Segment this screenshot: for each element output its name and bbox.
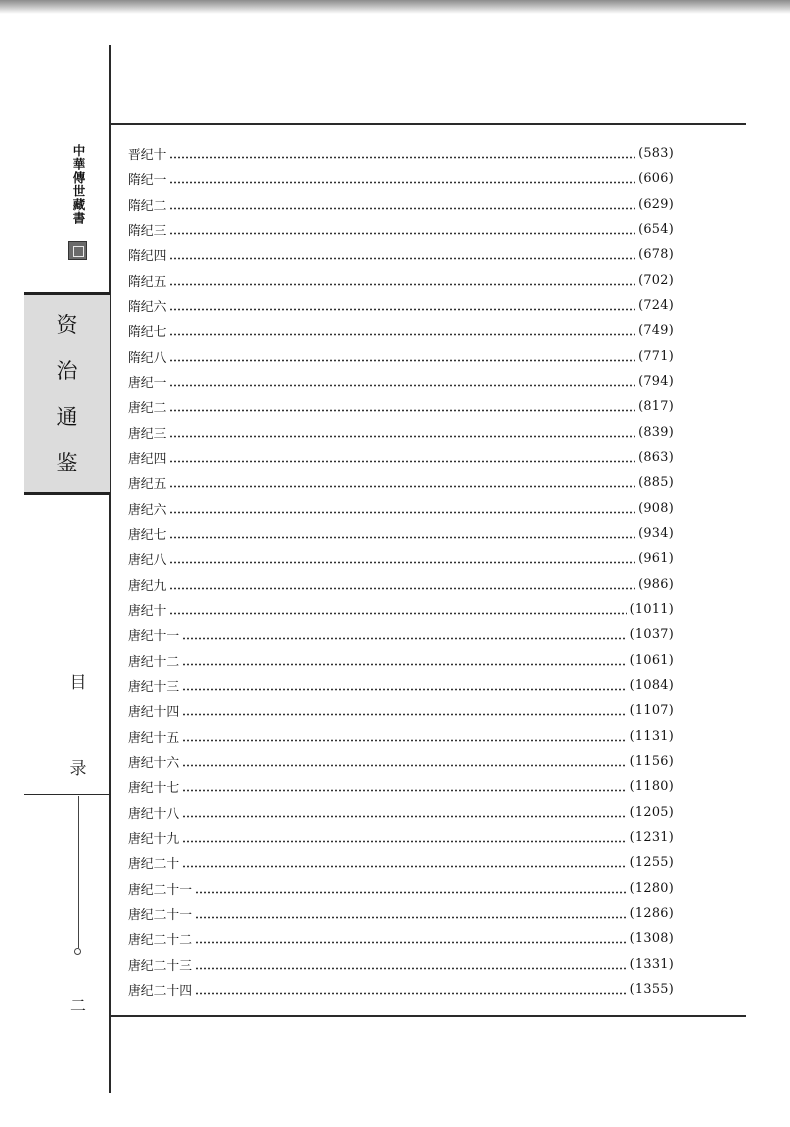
book-title-char: 治 [56, 359, 78, 383]
book-title-char: 资 [56, 313, 78, 337]
toc-leader-dots [169, 350, 635, 363]
toc-entry[interactable] [128, 445, 674, 470]
footer-rule [110, 1015, 746, 1017]
toc-leader-dots [182, 755, 626, 768]
side-thread-circle [74, 948, 81, 955]
toc-entry-page: (606) [638, 171, 674, 187]
toc-entry[interactable] [128, 318, 674, 343]
toc-entry[interactable] [128, 673, 674, 698]
toc-leader-dots [169, 198, 635, 211]
toc-entry-page: (1037) [629, 627, 674, 643]
toc-leader-dots [169, 375, 635, 388]
book-title-char: 通 [56, 405, 78, 429]
toc-entry-title: 唐纪十 [128, 604, 167, 620]
toc-entry-title: 隋纪八 [128, 350, 167, 366]
toc-entry-title: 唐纪二十四 [128, 983, 192, 999]
toc-entry[interactable] [128, 800, 674, 825]
toc-entry-page: (1280) [629, 880, 674, 896]
toc-entry-title: 唐纪十四 [128, 705, 180, 721]
toc-entry-page: (1084) [629, 678, 674, 694]
toc-entry-title: 唐纪三 [128, 426, 167, 442]
toc-entry-page: (1180) [629, 779, 674, 795]
toc-entry-title: 隋纪二 [128, 198, 167, 214]
scan-top-shadow [0, 0, 790, 14]
toc-leader-dots [182, 628, 626, 641]
book-title-box [24, 292, 110, 495]
toc-entry[interactable] [128, 698, 674, 723]
toc-entry-title: 唐纪十二 [128, 654, 180, 670]
toc-leader-dots [169, 603, 626, 616]
toc-leader-dots [195, 958, 627, 971]
toc-leader-dots [182, 704, 626, 717]
toc-entry-title: 唐纪九 [128, 578, 167, 594]
toc-entry[interactable] [128, 724, 674, 749]
toc-entry-page: (1331) [629, 956, 674, 972]
toc-entry-title: 唐纪二 [128, 401, 167, 417]
toc-entry-page: (794) [638, 374, 674, 390]
toc-entry-page: (1011) [629, 602, 674, 618]
header-rule [110, 123, 746, 125]
toc-entry-title: 隋纪六 [128, 300, 167, 316]
toc-entry-title: 唐纪二十 [128, 857, 180, 873]
toc-entry-page: (863) [638, 450, 674, 466]
toc-entry[interactable] [128, 546, 674, 571]
toc-entry[interactable] [128, 901, 674, 926]
toc-entry[interactable] [128, 496, 674, 521]
toc-leader-dots [182, 679, 626, 692]
toc-entry-page: (702) [638, 272, 674, 288]
toc-leader-dots [169, 172, 635, 185]
toc-leader-dots [169, 147, 635, 160]
toc-entry[interactable] [128, 369, 674, 394]
toc-leader-dots [195, 907, 627, 920]
toc-entry-title: 唐纪十五 [128, 730, 180, 746]
toc-leader-dots [182, 654, 626, 667]
toc-leader-dots [182, 730, 626, 743]
toc-entry-page: (771) [638, 348, 674, 364]
section-label-char: 目 [69, 673, 87, 693]
toc-entry[interactable] [128, 344, 674, 369]
toc-entry-page: (1231) [629, 830, 674, 846]
toc-entry-title: 晋纪十 [128, 148, 167, 164]
toc-entry-title: 唐纪六 [128, 502, 167, 518]
toc-entry-page: (1205) [629, 804, 674, 820]
toc-entry[interactable] [128, 774, 674, 799]
toc-leader-dots [182, 856, 626, 869]
toc-entry[interactable] [128, 242, 674, 267]
toc-entry-title: 唐纪十七 [128, 781, 180, 797]
toc-entry-page: (817) [638, 399, 674, 415]
toc-entry-page: (654) [638, 222, 674, 238]
toc-leader-dots [169, 400, 635, 413]
toc-entry-page: (583) [638, 146, 674, 162]
toc-entry-title: 唐纪十六 [128, 756, 180, 772]
toc-entry-title: 唐纪二十一 [128, 908, 192, 923]
toc-entry-title: 唐纪二十二 [128, 933, 192, 949]
toc-entry-page: (678) [638, 247, 674, 263]
toc-entry[interactable] [128, 217, 674, 242]
page-number: 二 [69, 996, 86, 1015]
toc-leader-dots [169, 248, 635, 261]
toc-entry-page: (629) [638, 196, 674, 212]
toc-entry-page: (986) [638, 576, 674, 592]
toc-leader-dots [169, 324, 635, 337]
toc-entry-page: (1156) [629, 754, 674, 770]
toc-entry-title: 隋纪七 [128, 325, 167, 341]
toc-entry[interactable] [128, 268, 674, 293]
toc-leader-dots [169, 578, 635, 591]
toc-entry[interactable] [128, 420, 674, 445]
table-of-contents [128, 141, 674, 1002]
toc-entry-title: 唐纪七 [128, 528, 167, 544]
side-thread-line [78, 796, 79, 948]
toc-entry-page: (934) [638, 526, 674, 542]
toc-entry[interactable] [128, 394, 674, 419]
toc-entry[interactable] [128, 749, 674, 774]
toc-entry[interactable] [128, 876, 674, 901]
toc-entry-title: 唐纪一 [128, 376, 167, 392]
toc-entry-page: (1061) [629, 652, 674, 668]
toc-entry-page: (908) [638, 500, 674, 516]
margin-vertical-rule [109, 45, 111, 1093]
toc-entry[interactable] [128, 141, 674, 166]
toc-entry-title: 隋纪五 [128, 274, 167, 290]
toc-entry-page: (1107) [629, 703, 674, 719]
toc-leader-dots [195, 932, 627, 945]
toc-leader-dots [169, 274, 635, 287]
toc-leader-dots [182, 806, 626, 819]
toc-entry-title: 唐纪八 [128, 553, 167, 569]
toc-leader-dots [182, 780, 626, 793]
toc-entry[interactable] [128, 293, 674, 318]
toc-entry[interactable] [128, 648, 674, 673]
toc-entry[interactable] [128, 825, 674, 850]
toc-leader-dots [169, 476, 635, 489]
toc-leader-dots [169, 223, 635, 236]
toc-entry[interactable] [128, 597, 674, 622]
toc-entry-page: (1286) [629, 906, 674, 921]
toc-entry-page: (724) [638, 298, 674, 314]
toc-leader-dots [169, 426, 635, 439]
toc-leader-dots [169, 527, 635, 540]
toc-entry-title: 唐纪十一 [128, 629, 180, 645]
toc-entry[interactable] [128, 521, 674, 546]
toc-leader-dots [169, 299, 635, 312]
toc-entry-page: (1355) [629, 981, 674, 997]
toc-leader-dots [195, 983, 627, 996]
toc-entry-title: 隋纪一 [128, 173, 167, 189]
toc-entry-title: 唐纪二十一 [128, 882, 192, 898]
book-title-char: 鉴 [56, 451, 78, 475]
toc-entry-title: 唐纪十八 [128, 806, 180, 822]
toc-entry[interactable] [128, 166, 674, 191]
seal-icon [68, 241, 87, 260]
toc-entry-title: 隋纪四 [128, 249, 167, 265]
toc-entry-title: 隋纪三 [128, 224, 167, 240]
toc-entry-page: (1255) [629, 855, 674, 871]
side-divider [24, 794, 110, 795]
toc-entry[interactable] [128, 977, 674, 1002]
toc-entry-page: (1131) [629, 728, 674, 744]
section-label-char: 录 [69, 759, 87, 779]
toc-entry[interactable] [128, 926, 674, 951]
toc-entry[interactable] [128, 192, 674, 217]
toc-entry-page: (1308) [629, 931, 674, 947]
toc-leader-dots [182, 831, 626, 844]
toc-entry-title: 唐纪二十三 [128, 958, 192, 974]
toc-leader-dots [195, 882, 627, 895]
toc-entry-title: 唐纪十三 [128, 680, 180, 696]
toc-leader-dots [169, 451, 635, 464]
toc-entry[interactable] [128, 572, 674, 597]
toc-entry-page: (749) [638, 323, 674, 339]
toc-entry-page: (961) [638, 551, 674, 567]
series-title: 中華傳世藏書 [71, 144, 86, 225]
toc-leader-dots [169, 502, 635, 515]
toc-entry-title: 唐纪四 [128, 452, 167, 468]
toc-entry-page: (885) [638, 475, 674, 491]
toc-entry[interactable] [128, 470, 674, 495]
toc-leader-dots [169, 552, 635, 565]
toc-entry-title: 唐纪五 [128, 477, 167, 493]
toc-entry[interactable] [128, 622, 674, 647]
toc-entry[interactable] [128, 952, 674, 977]
toc-entry-page: (839) [638, 424, 674, 440]
toc-entry[interactable] [128, 850, 674, 875]
toc-entry-title: 唐纪十九 [128, 832, 180, 848]
